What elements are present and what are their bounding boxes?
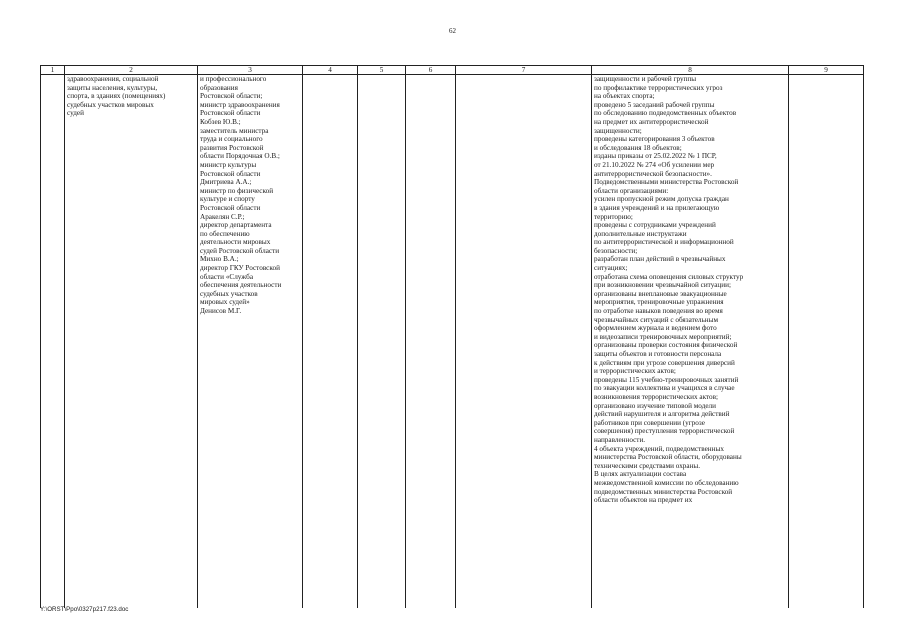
text-line: отработана схема оповещения силовых структур — [594, 272, 744, 281]
text-line: защищенности; — [594, 126, 642, 135]
text-line: директор ГКУ Ростовской — [200, 264, 280, 273]
cell-col-1 — [41, 75, 65, 608]
cell-col-3 — [198, 75, 303, 608]
cell-col-2 — [65, 75, 198, 608]
text-line: изданы приказы от 25.02.2022 № 1 ПСР, — [594, 152, 717, 161]
text-line: образования — [200, 83, 238, 92]
text-line: защиты объектов и готовности персонала — [594, 350, 722, 358]
file-path-footer: Y:\ORST\Ppo\0327p217.f23.doc — [40, 606, 129, 613]
text-line: межведомственной комиссии по обследованию — [594, 478, 739, 487]
text-line: директор департамента — [200, 221, 272, 230]
text-line: совершения) преступления террористической — [594, 427, 735, 436]
text-line: организовано изучение типовой модели — [594, 401, 716, 410]
text-line: судей Ростовской области — [200, 246, 280, 255]
text-line: чрезвычайных ситуаций с обязательным — [594, 315, 719, 324]
text-line: министр здравоохранения — [200, 100, 280, 109]
document-table — [40, 65, 864, 608]
text-line: к действиям при угрозе совершения диверсий — [594, 358, 735, 367]
text-line: по обеспечению — [200, 229, 250, 238]
text-line: Кобзев Ю.В.; — [200, 117, 241, 126]
text-line: министр культуры — [200, 160, 257, 169]
text-line: 4 объекта учреждений, подведомственных — [594, 444, 724, 453]
text-line: деятельности мировых — [200, 238, 271, 247]
text-line: культуре и спорту — [200, 195, 255, 204]
text-line: и террористических актов; — [594, 367, 676, 376]
text-line: возникновения террористических актов; — [594, 392, 718, 401]
text-line: В целях актуализации состава — [594, 470, 687, 479]
text-line: судебных участков — [200, 289, 258, 298]
text-line: подведомственных министерства Ростовской — [594, 487, 733, 496]
text-line: организованы внеплановые эвакуационные — [594, 289, 727, 298]
column-header-8: 8 — [592, 66, 789, 75]
text-line: по эвакуации коллектива и учащихся в случае — [594, 384, 735, 393]
text-line: здравоохранения, социальной — [67, 75, 159, 83]
text-line: организованы проверки состояния физической — [594, 341, 738, 350]
text-line: дополнительные инструктажи — [594, 229, 687, 238]
text-line: области объектов на предмет их — [594, 496, 693, 505]
text-line: ситуациях; — [594, 264, 628, 273]
column-header-9: 9 — [789, 66, 864, 75]
table-row — [41, 75, 864, 608]
text-line: Ростовской области; — [200, 92, 263, 101]
text-line: проведены с сотрудниками учреждений — [594, 221, 716, 230]
text-line: министр по физической — [200, 186, 274, 195]
text-line: мировых судей» — [200, 298, 250, 307]
text-line: разработан план действий в чрезвычайных — [594, 255, 726, 264]
cell-col-8 — [592, 75, 789, 608]
cell-col-9 — [789, 75, 864, 608]
text-line: проведены 115 учебно-тренировочных занятий — [594, 375, 739, 384]
text-line: области Порядочная О.В.; — [200, 152, 280, 161]
text-line: области организациями: — [594, 186, 669, 195]
cell-col-6 — [406, 75, 456, 608]
text-line: на предмет их антитеррористической — [594, 117, 709, 126]
text-line: спорта, в зданиях (помещениях) — [67, 92, 166, 101]
text-line: по профилактике террористических угроз — [594, 83, 723, 92]
column-header-5: 5 — [358, 66, 406, 75]
text-line: Подведомственными министерства Ростовской — [594, 178, 739, 187]
text-line: антитеррористической безопасности». — [594, 169, 712, 178]
text-line: мероприятия, тренировочные упражнения — [594, 298, 724, 307]
text-line: развития Ростовской — [200, 143, 264, 152]
text-line: действий нарушителя и алгоритма действий — [594, 410, 730, 419]
text-line: работников при совершении (угрозе — [594, 418, 705, 427]
text-line: Ростовской области — [200, 203, 261, 212]
text-line: по отработке навыков поведения во время — [594, 307, 723, 316]
text-line: направленности. — [594, 435, 646, 444]
text-line: территорию; — [594, 212, 633, 221]
page-number: 62 — [449, 27, 456, 35]
column-header-6: 6 — [406, 66, 456, 75]
text-line: судей — [67, 109, 84, 118]
column-header-1: 1 — [41, 66, 65, 75]
text-line: Денисов М.Г. — [200, 307, 242, 316]
text-line: при возникновении чрезвычайной ситуации; — [594, 281, 731, 290]
text-line: области «Служба — [200, 272, 254, 281]
column-header-4: 4 — [303, 66, 358, 75]
cell-col-5 — [358, 75, 406, 608]
text-line: Ростовской области — [200, 109, 261, 118]
text-line: труда и социального — [200, 135, 263, 144]
column-header-2: 2 — [65, 66, 198, 75]
text-line: защиты населения, культуры, — [67, 83, 158, 92]
text-line: оформлением журнала и ведением фото — [594, 324, 717, 333]
column-header-3: 3 — [198, 66, 303, 75]
text-line: и профессионального — [200, 75, 267, 83]
text-line: министерства Ростовской области, оборудованы — [594, 453, 742, 462]
cell-col-4 — [303, 75, 358, 608]
text-line: от 21.10.2022 № 274 «Об усилении мер — [594, 160, 715, 169]
text-line: судебных участков мировых — [67, 100, 154, 109]
text-line: техническими средствами охраны. — [594, 461, 701, 470]
text-line: проведены категорирования 3 объектов — [594, 135, 715, 144]
cell-col-7 — [456, 75, 592, 608]
text-line: защищенности и рабочей группы — [594, 75, 697, 83]
text-line: Ростовской области — [200, 169, 261, 178]
column-header-7: 7 — [456, 66, 592, 75]
text-line: по антитеррористической и информационной — [594, 238, 734, 247]
text-line: и обследования 18 объектов; — [594, 143, 682, 152]
text-line: Аракелян С.Р.; — [200, 212, 245, 221]
header-row — [41, 66, 864, 75]
text-line: безопасности; — [594, 246, 638, 255]
text-line: проведено 5 заседаний рабочей группы — [594, 100, 715, 109]
text-line: обеспечения деятельности — [200, 281, 282, 290]
text-line: в здания учреждений и на прилегающую — [594, 203, 720, 212]
text-line: усилен пропускной режим допуска граждан — [594, 195, 729, 204]
text-line: Дмитриева А.А.; — [200, 178, 252, 187]
text-line: заместитель министра — [200, 126, 269, 135]
text-line: и видеозаписи тренировочных мероприятий; — [594, 332, 732, 341]
text-line: по обследованию подведомственных объектов — [594, 109, 737, 118]
text-line: на объектах спорта; — [594, 92, 655, 101]
text-line: Михно В.А.; — [200, 255, 239, 264]
